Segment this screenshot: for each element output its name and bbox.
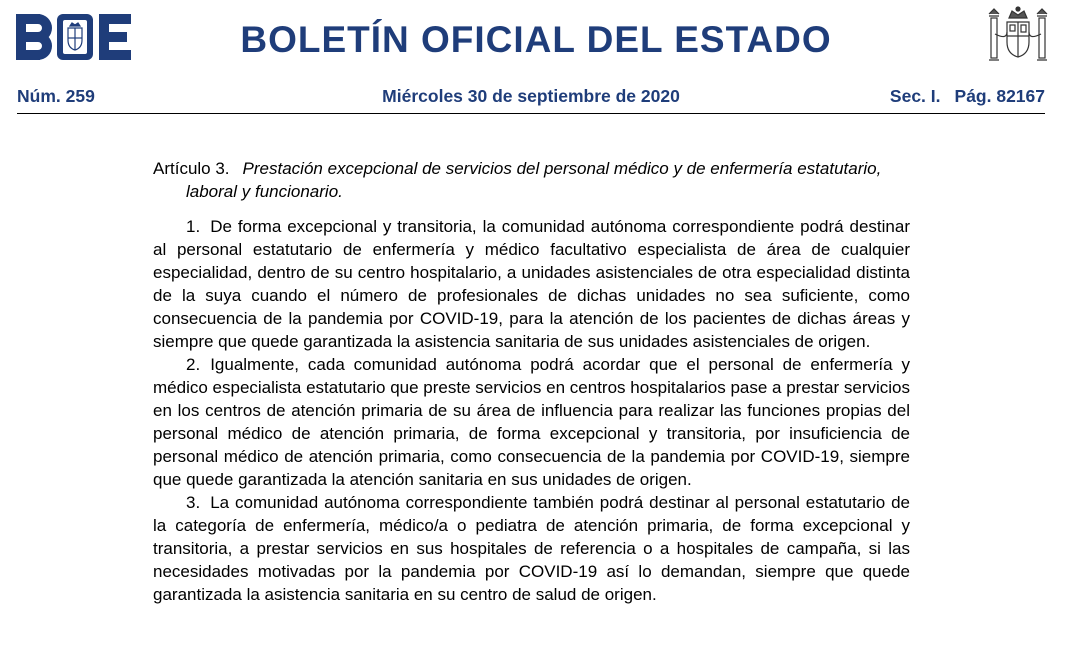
paragraph-number: 3. (186, 493, 201, 512)
document-body (153, 157, 910, 606)
masthead-title: BOLETÍN OFICIAL DEL ESTADO (240, 19, 832, 60)
section-label: Sec. I. (889, 86, 941, 106)
paragraph-text: La comunidad autónoma correspondiente también podrá destinar al personal estatutario de la categoría de enfermería, médico/a o pediatra de atención primaria, de forma excepcional y transitoria, a prestar servicios en sus hospitales de referencia o a hospitales de campaña, si las necesidades motivadas por la pandemia por COVID-19 así lo demandan, siempre que quede garantizada la asistencia sanitaria en su centro de salud de origen. (153, 493, 910, 604)
page-label: Pág. 82167 (954, 86, 1045, 106)
issue-date: Miércoles 30 de septiembre de 2020 (382, 86, 680, 106)
paragraph-number: 1. (186, 217, 201, 236)
paragraph-text: De forma excepcional y transitoria, la comunidad autónoma correspondiente podrá destinar al personal estatutario de enfermería y médico facultativo especialista de área de cualquier especialidad, dentro de su centro hospitalario, a unidades asistenciales de otra especialidad distinta de la suya cuando el número de profesionales de dichas unidades no sea suficiente, como consecuencia de la pandemia por COVID-19, para la atención de los pacientes de dichas áreas y siempre que quede garantizada la asistencia sanitaria de sus unidades asistenciales de origen. (153, 217, 910, 351)
paragraph (153, 491, 910, 606)
paragraph-text: Igualmente, cada comunidad autónoma podrá acordar que el personal de enfermería y médico especialista estatutario que preste servicios en centros hospitalarios pase a prestar servicios en los centros de atención primaria de su área de influencia para realizar las funciones propias del personal médico de atención primaria, de forma excepcional y transitoria, por insuficiencia de personal médico de atención primaria, como consecuencia de la pandemia por COVID-19, siempre que quede garantizada la atención sanitaria en sus unidades de origen. (153, 355, 910, 489)
header-divider (17, 113, 1045, 114)
issue-meta-line (17, 86, 1045, 108)
paragraph (153, 215, 910, 353)
article-label: Artículo 3. (153, 159, 230, 178)
coat-of-arms-icon (985, 4, 1051, 68)
boe-logo (16, 14, 131, 60)
issue-number: Núm. 259 (17, 86, 95, 106)
section-page (890, 86, 1045, 107)
paragraph (153, 353, 910, 491)
paragraph-number: 2. (186, 355, 201, 374)
article-heading (153, 157, 910, 203)
article-title: Prestación excepcional de servicios del personal médico y de enfermería estatutario, laboral y funcionario. (186, 159, 882, 201)
